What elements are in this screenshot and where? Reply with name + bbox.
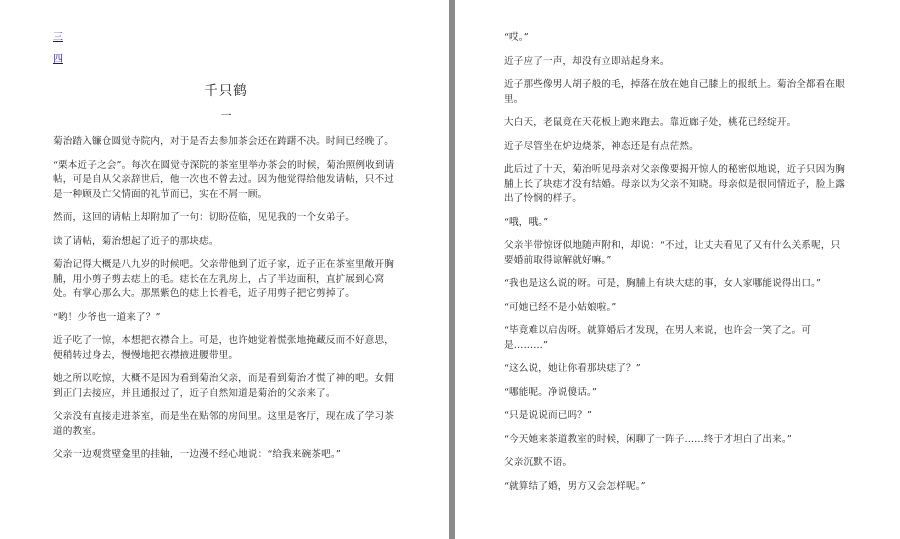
- paragraph: 菊治记得大概是八九岁的时候吧。父亲带他到了近子家，近子正在茶室里敞开胸脯，用小剪子剪去痣上的毛。痣长在左乳房上，占了半边面积，直扩展到心窝处。有掌心那么大。那黑紫色的痣上长着毛，近子用剪子把它剪掉了。: [53, 259, 395, 299]
- paragraph: “这么说，她让你看那块痣了？”: [504, 363, 641, 374]
- right-page: [455, 0, 900, 539]
- paragraph: “哎。”: [504, 32, 529, 43]
- chapter-number: 一: [220, 109, 232, 122]
- paragraph: 父亲没有直接走进茶室，而是坐在贴邻的房间里。这里是客厅，现在成了学习茶道的教室。: [53, 411, 395, 437]
- paragraph: 此后过了十天，菊治听见母亲对父亲像要揭开惊人的秘密似地说，近子只因为胸脯上长了块痣才没有结婚。母亲以为父亲不知晓。母亲似是很同情近子，脸上露出了怜悯的样子。: [504, 164, 846, 204]
- paragraph: “就算结了婚，男方又会怎样呢。”: [504, 480, 646, 492]
- paragraph: 她之所以吃惊，大概不是因为看到菊治父亲，而是看到菊治才慌了神的吧。女佣到正门去接应，并且通报过了，近子自然知道是菊治的父亲来了。: [53, 373, 395, 399]
- paragraph: 近子尽管坐在炉边烧茶，神态还是有点茫然。: [504, 140, 699, 152]
- paragraph: “哪能呢。净说傻话。”: [504, 386, 598, 398]
- paragraph: “栗本近子之会”。每次在圆觉寺深院的茶室里举办茶会的时候，菊治照例收到请帖，可是自从父亲辞世后，他一次也不曾去过。因为他觉得给他发请帖，只不过是一种顾及亡父情面的礼节而已，实在不屑一顾。: [53, 159, 395, 200]
- left-page: [0, 0, 449, 539]
- paragraph: 父亲沉默不语。: [504, 457, 573, 468]
- paragraph: “只是说说而已吗？”: [504, 410, 593, 421]
- paragraph: 近子吃了一惊，本想把衣襟合上。可是，也许她觉着慌张地掩藏反而不好意思，便稍转过身去，慢慢地把衣襟掖进腰带里。: [53, 335, 395, 361]
- book-title: 千只鹤: [204, 83, 248, 99]
- paragraph: “可她已经不是小姑娘啦。”: [504, 301, 617, 313]
- left-page-content: [0, 0, 449, 539]
- paragraph: 近子应了一声，却没有立即站起身来。: [504, 55, 670, 67]
- paragraph: “毕竟难以启齿呀。就算婚后才发现，在男人来说，也许会一笑了之。可是………”: [504, 325, 812, 351]
- nav-link-4[interactable]: 四: [53, 54, 63, 65]
- paragraph: 大白天，老鼠竟在天花板上跑来跑去。靠近廊子处，桃花已经绽开。: [504, 117, 797, 128]
- nav-link-3[interactable]: 三: [53, 32, 63, 43]
- paragraph: “今天她来茶道教室的时候，闲聊了一阵子……终于才坦白了出来。”: [504, 433, 792, 445]
- paragraph: 父亲半带惊讶似地随声附和，却说：“不过，让丈夫看见了又有什么关系呢，只要婚前取得谅解就好嘛。”: [504, 240, 841, 266]
- paragraph: “哦，哦。”: [504, 216, 549, 228]
- paragraph: “哟！少爷也一道来了？”: [53, 311, 161, 323]
- paragraph: 父亲一边观赏壁龛里的挂轴，一边漫不经心地说：“给我来碗茶吧。”: [53, 449, 341, 460]
- paragraph: 菊治踏入镰仓圆觉寺院内，对于是否去参加茶会还在踌躇不决。时间已经晚了。: [53, 136, 395, 147]
- paragraph: 近子那些像男人胡子般的毛，掉落在放在她自己膝上的报纸上。菊治全都看在眼里。: [504, 79, 846, 105]
- right-page-content: [455, 0, 900, 539]
- paragraph: 读了请帖，菊治想起了近子的那块痣。: [53, 235, 219, 247]
- paragraph: 然而，这回的请帖上却附加了一句：切盼莅临，见见我的一个女弟子。: [53, 212, 356, 223]
- paragraph: “我也是这么说的呀。可是，胸脯上有块大痣的事，女人家哪能说得出口。”: [504, 278, 822, 289]
